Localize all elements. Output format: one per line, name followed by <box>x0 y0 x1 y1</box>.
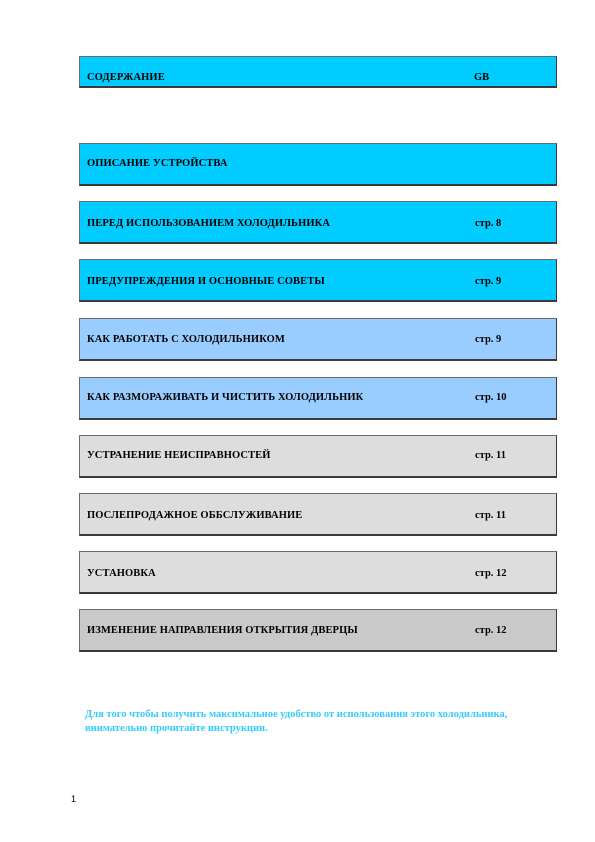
toc-entry-page: стр. 9 <box>475 334 502 345</box>
toc-entry-door-reversal[interactable] <box>79 609 557 652</box>
toc-entry-description[interactable] <box>79 143 557 186</box>
toc-entry-title: КАК РАБОТАТЬ С ХОЛОДИЛЬНИКОМ <box>87 334 285 345</box>
toc-entry-page: стр. 12 <box>475 625 507 636</box>
toc-entry-title: ПРЕДУПРЕЖДЕНИЯ И ОСНОВНЫЕ СОВЕТЫ <box>87 276 325 287</box>
toc-entry-page: стр. 8 <box>475 218 502 229</box>
toc-entry-title: ПЕРЕД ИСПОЛЬЗОВАНИЕМ ХОЛОДИЛЬНИКА <box>87 218 331 229</box>
toc-entry-page: стр. 11 <box>475 450 506 461</box>
toc-entry-title: УСТРАНЕНИЕ НЕИСПРАВНОСТЕЙ <box>87 450 271 461</box>
toc-entry-title: КАК РАЗМОРАЖИВАТЬ И ЧИСТИТЬ ХОЛОДИЛЬНИК <box>87 392 364 403</box>
toc-entry-title: УСТАНОВКА <box>87 568 156 579</box>
toc-entry-title: ОПИСАНИЕ УСТРОЙСТВА <box>87 158 228 169</box>
contents-header-bar <box>79 56 557 88</box>
language-code: GB <box>474 72 490 83</box>
toc-entry-page: стр. 10 <box>475 392 507 403</box>
toc-entry-installation[interactable] <box>79 551 557 594</box>
toc-entry-before-use[interactable] <box>79 201 557 244</box>
toc-entry-after-sales[interactable] <box>79 493 557 536</box>
read-instructions-note: Для того чтобы получить максимальное удобство от использования этого холодильника, внимательно прочитайте инструкции. <box>85 709 508 734</box>
toc-entry-defrost-clean[interactable] <box>79 377 557 420</box>
toc-entry-page: стр. 11 <box>475 510 506 521</box>
toc-entry-troubleshooting[interactable] <box>79 435 557 478</box>
toc-entry-title: ПОСЛЕПРОДАЖНОЕ ОББСЛУЖИВАНИЕ <box>87 510 303 521</box>
toc-entry-warnings[interactable] <box>79 259 557 302</box>
toc-entry-page: стр. 9 <box>475 276 502 287</box>
toc-entry-title: ИЗМЕНЕНИЕ НАПРАВЛЕНИЯ ОТКРЫТИЯ ДВЕРЦЫ <box>87 625 358 636</box>
toc-entry-page: стр. 12 <box>475 568 507 579</box>
toc-entry-how-to-use[interactable] <box>79 318 557 361</box>
page-number: 1 <box>71 794 77 804</box>
contents-title: СОДЕРЖАНИЕ <box>87 72 165 83</box>
